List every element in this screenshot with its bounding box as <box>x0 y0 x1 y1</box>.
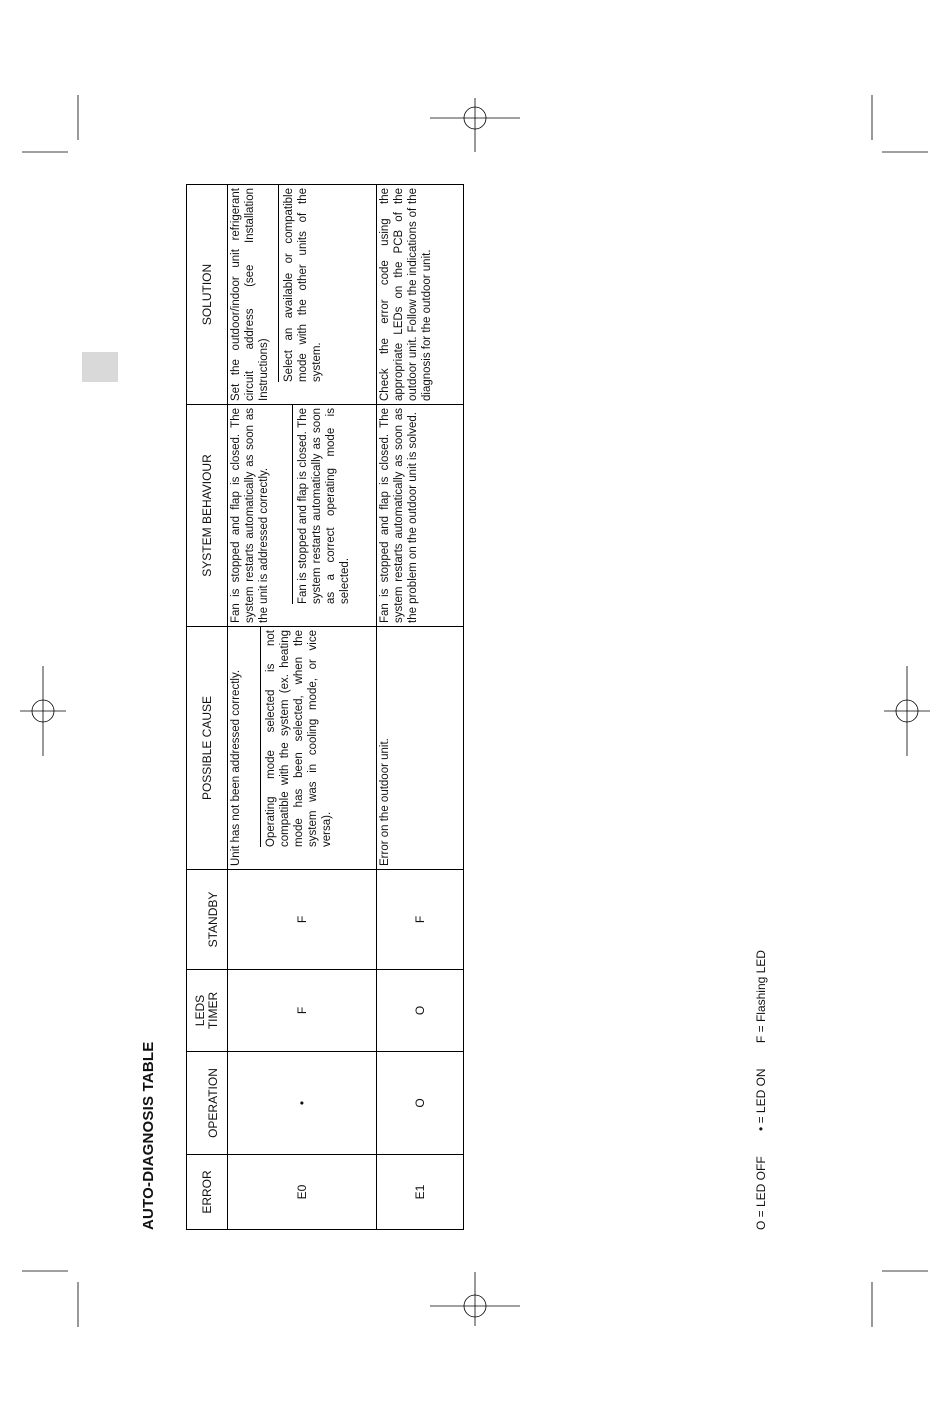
timer-led: O <box>377 970 464 1052</box>
solution-cell <box>377 185 464 405</box>
header-leds-label: LEDS <box>193 994 207 1027</box>
possible-cause-cell <box>228 627 377 870</box>
timer-led: F <box>228 970 377 1052</box>
table-row <box>228 185 377 1230</box>
header-system-behaviour: SYSTEM BEHAVIOUR <box>187 405 228 627</box>
operation-led: • <box>228 1052 377 1155</box>
header-timer <box>187 970 228 1052</box>
standby-led: F <box>377 870 464 970</box>
behaviour-text: Fan is stopped and flap is closed. The system restarts automatically as soon as the unit is addressed correctly. <box>230 408 270 623</box>
cause-text: Error on the outdoor unit. <box>379 738 391 866</box>
led-legend <box>754 928 768 1230</box>
header-error: ERROR <box>187 1155 228 1230</box>
header-timer-label: TIMER <box>206 991 220 1030</box>
rotated-page <box>140 185 780 1230</box>
header-standby-label: STANDBY <box>206 891 220 948</box>
section-tab-marker <box>82 352 118 382</box>
system-behaviour-cell <box>377 405 464 627</box>
legend-off: O = LED OFF <box>754 1156 768 1230</box>
legend-flashing: F = Flashing LED <box>754 950 768 1044</box>
cause-text: Operating mode selected is not compatible with the system (ex. heating mode has been selected, when the system was in cooling mode, or vice versa). <box>260 627 335 847</box>
solution-text: Set the outdoor/indoor unit refrigerant circuit address (see Installation Instructions) <box>230 188 270 401</box>
behaviour-text: Fan is stopped and flap is closed. The system restarts automatically as soon as a correct operating mode is selected. <box>292 405 353 604</box>
error-code: E0 <box>228 1155 377 1230</box>
legend-on: • = LED ON <box>754 1068 768 1131</box>
header-standby <box>187 870 228 970</box>
possible-cause-cell <box>377 627 464 870</box>
error-code: E1 <box>377 1155 464 1230</box>
header-solution: SOLUTION <box>187 185 228 405</box>
solution-cell <box>228 185 377 405</box>
cause-text: Unit has not been addressed correctly. <box>230 669 242 866</box>
standby-led: F <box>228 870 377 970</box>
auto-diagnosis-table <box>186 184 464 1230</box>
behaviour-text: Fan is stopped and flap is closed. The system restarts automatically as soon as the problem on the outdoor unit is solved. <box>379 408 419 623</box>
solution-text: Check the error code using the appropriate LEDs on the PCB of the outdoor unit. Follow the indications of the diagnosis for the outdoor unit. <box>379 188 433 401</box>
header-operation <box>187 1052 228 1155</box>
solution-text: Select an available or compatible mode with the other units of the system. <box>278 185 325 382</box>
operation-led: O <box>377 1052 464 1155</box>
header-possible-cause: POSSIBLE CAUSE <box>187 627 228 870</box>
page-title: AUTO-DIAGNOSIS TABLE <box>140 1041 157 1230</box>
system-behaviour-cell <box>228 405 377 627</box>
table-row <box>377 185 464 1230</box>
header-row <box>187 185 228 1230</box>
header-operation-label: OPERATION <box>206 1068 220 1138</box>
